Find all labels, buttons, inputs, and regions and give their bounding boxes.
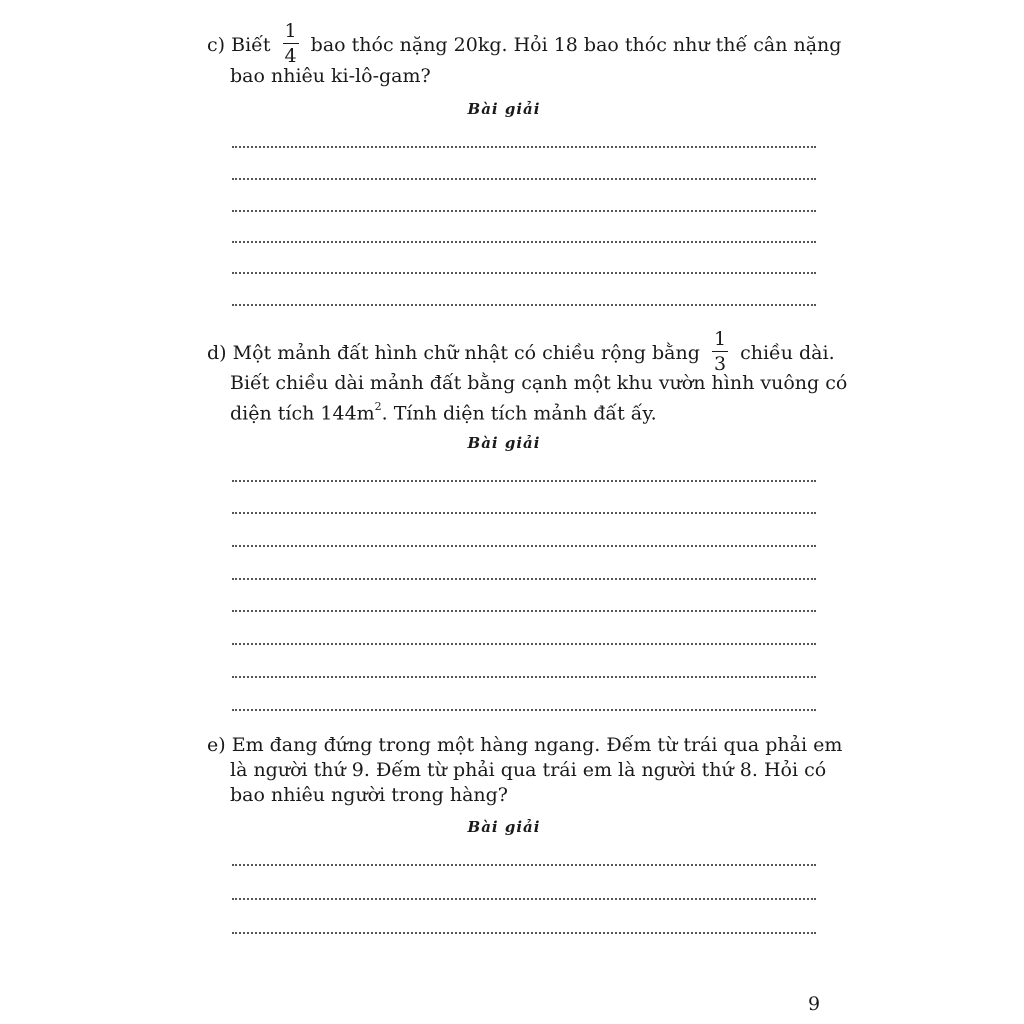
answer-line[interactable] — [232, 709, 816, 711]
answer-line[interactable] — [232, 272, 816, 274]
problem-d-line-1 — [207, 328, 835, 376]
solution-heading-c: Bài giải — [467, 100, 541, 118]
answer-line[interactable] — [232, 480, 816, 482]
problem-d-line-3 — [230, 397, 657, 425]
problem-c-text-start: Biết — [231, 34, 271, 56]
solution-heading-d: Bài giải — [467, 434, 541, 452]
answer-line[interactable] — [232, 146, 816, 148]
problem-c-text-end: bao thóc nặng 20kg. Hỏi 18 bao thóc như thế cân nặng — [310, 34, 842, 56]
problem-d-area-text: diện tích 144m — [230, 402, 375, 425]
answer-line[interactable] — [232, 898, 816, 900]
answer-line[interactable] — [232, 210, 816, 212]
fraction-numerator: 1 — [713, 328, 727, 350]
fraction-denominator: 4 — [284, 45, 297, 67]
page-number: 9 — [808, 993, 821, 1015]
problem-c-line-1 — [207, 20, 842, 68]
answer-line[interactable] — [232, 178, 816, 180]
problem-d-line-2: Biết chiều dài mảnh đất bằng cạnh một khu vườn hình vuông có — [230, 372, 848, 394]
problem-e-line-1 — [207, 733, 842, 757]
problem-c-label: c) — [207, 34, 226, 56]
answer-line[interactable] — [232, 545, 816, 547]
problem-d-question-text: . Tính diện tích mảnh đất ấy. — [381, 402, 657, 425]
fraction-numerator: 1 — [284, 20, 297, 42]
fraction-denominator: 3 — [713, 353, 727, 375]
fraction-one-quarter — [283, 22, 299, 66]
answer-line[interactable] — [232, 676, 816, 678]
answer-line[interactable] — [232, 241, 816, 243]
problem-d-text-start: Một mảnh đất hình chữ nhật có chiều rộng bằng — [232, 342, 700, 364]
answer-line[interactable] — [232, 578, 816, 580]
problem-c-line-2: bao nhiêu ki-lô-gam? — [230, 65, 431, 87]
fraction-one-third — [712, 330, 728, 374]
answer-line[interactable] — [232, 304, 816, 306]
answer-line[interactable] — [232, 643, 816, 645]
answer-line[interactable] — [232, 512, 816, 514]
superscript-2: 2 — [374, 400, 382, 413]
problem-e-label: e) — [207, 734, 226, 756]
answer-line[interactable] — [232, 610, 816, 612]
problem-e-line-2: là người thứ 9. Đếm từ phải qua trái em là người thứ 8. Hỏi có — [230, 759, 827, 781]
answer-line[interactable] — [232, 864, 816, 866]
solution-heading-e: Bài giải — [467, 818, 541, 836]
problem-e-line-3: bao nhiêu người trong hàng? — [230, 784, 508, 806]
problem-e-text: Em đang đứng trong một hàng ngang. Đếm từ trái qua phải em — [231, 734, 843, 756]
problem-d-text-end: chiều dài. — [740, 342, 835, 364]
problem-d-label: d) — [207, 342, 227, 364]
answer-line[interactable] — [232, 932, 816, 934]
